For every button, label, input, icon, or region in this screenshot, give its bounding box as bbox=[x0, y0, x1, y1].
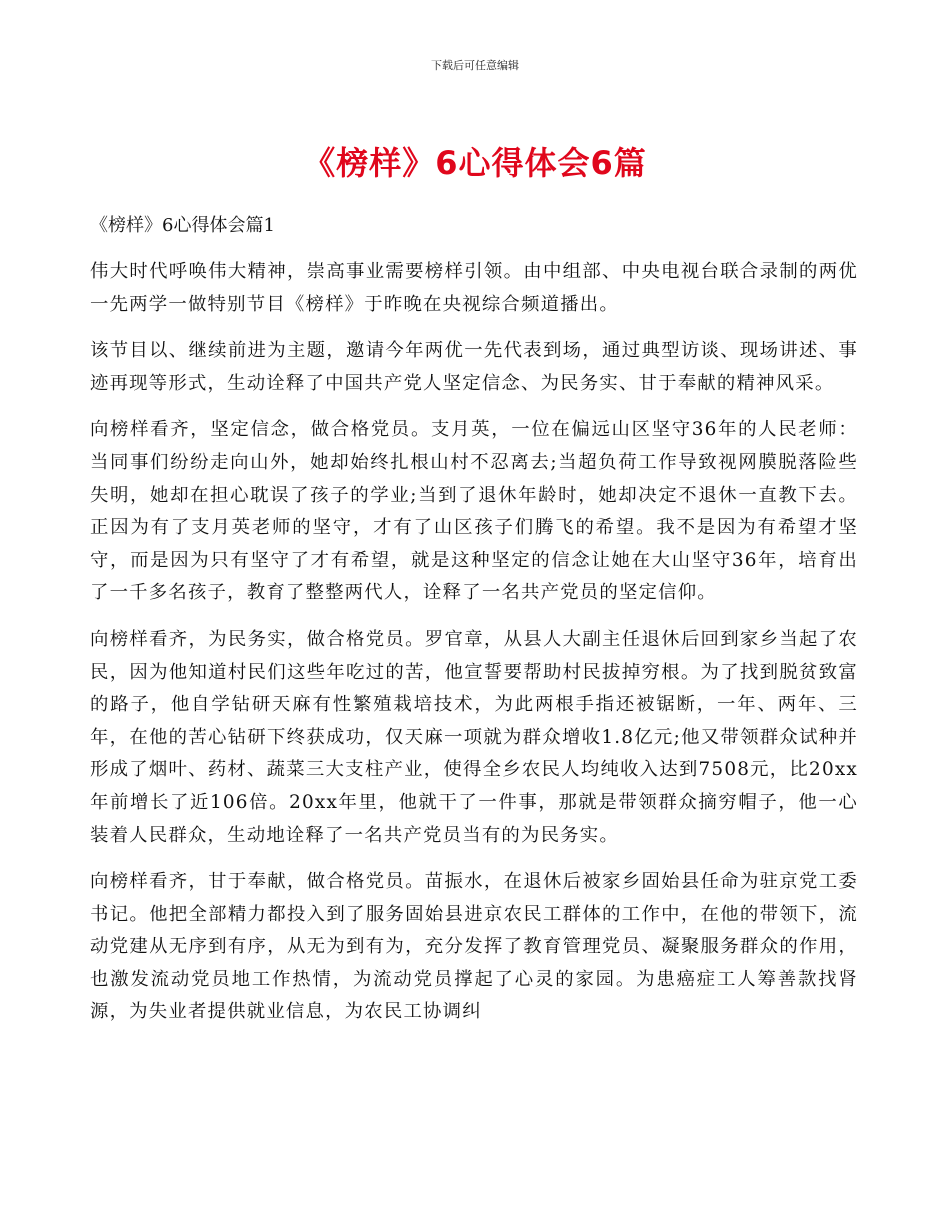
paragraph-4: 向榜样看齐，为民务实，做合格党员。罗官章，从县人大副主任退休后回到家乡当起了农民，因为他知道村民们这些年吃过的苦，他宣誓要帮助村民拔掉穷根。为了找到脱贫致富的路子，他自学钻研天麻有性繁殖栽培技术，为此两根手指还被锯断，一年、两年、三年，在他的苦心钻研下终获成功，仅天麻一项就为群众增收1.8亿元;他又带领群众试种并形成了烟叶、药材、蔬菜三大支柱产业，使得全乡农民人均纯收入达到7508元，比20xx年前增长了近106倍。20xx年里，他就干了一件事，那就是带领群众摘穷帽子，他一心装着人民群众，生动地诠释了一名共产党员当有的为民务实。 bbox=[90, 628, 858, 846]
paragraph-3: 向榜样看齐，坚定信念，做合格党员。支月英，一位在偏远山区坚守36年的人民老师：当同事们纷纷走向山外，她却始终扎根山村不忍离去;当超负荷工作导致视网膜脱落险些失明，她却在担心耽误了孩子的学业;当到了退休年龄时，她却决定不退休一直教下去。正因为有了支月英老师的坚守，才有了山区孩子们腾飞的希望。我不是因为有希望才坚守，而是因为只有坚守了才有希望，就是这种坚定的信念让她在大山坚守36年，培育出了一千多名孩子，教育了整整两代人，诠释了一名共产党员的坚定信仰。 bbox=[90, 419, 858, 604]
document-body bbox=[90, 210, 858, 1043]
paragraph-1: 伟大时代呼唤伟大精神，崇高事业需要榜样引领。由中组部、中央电视台联合录制的两优一先两学一做特别节目《榜样》于昨晚在央视综合频道播出。 bbox=[90, 261, 858, 315]
document-title: 《榜样》6心得体会6篇 bbox=[303, 144, 647, 182]
header-note: 下载后可任意编辑 bbox=[431, 59, 519, 72]
paragraph-2: 该节目以、继续前进为主题，邀请今年两优一先代表到场，通过典型访谈、现场讲述、事迹再现等形式，生动诠释了中国共产党人坚定信念、为民务实、甘于奉献的精神风采。 bbox=[90, 340, 858, 394]
section-subheading: 《榜样》6心得体会篇1 bbox=[90, 215, 275, 236]
paragraph-5: 向榜样看齐，甘于奉献，做合格党员。苗振水，在退休后被家乡固始县任命为驻京党工委书记。他把全部精力都投入到了服务固始县进京农民工群体的工作中，在他的带领下，流动党建从无序到有序，从无为到有为，充分发挥了教育管理党员、凝聚服务群众的作用，也激发流动党员地工作热情，为流动党员撑起了心灵的家园。为患癌症工人筹善款找肾源，为失业者提供就业信息，为农民工协调纠 bbox=[90, 871, 858, 1023]
